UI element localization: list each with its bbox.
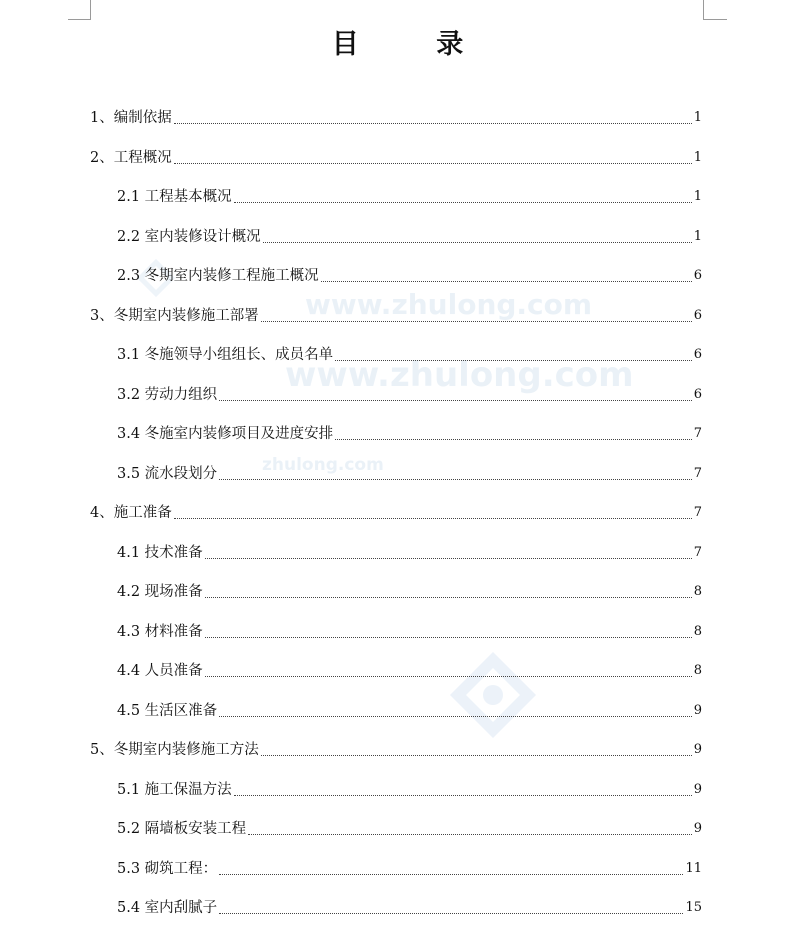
toc-leader-dots [219, 873, 683, 875]
toc-entry[interactable] [117, 859, 702, 879]
toc-entry-page-number: 7 [693, 544, 702, 560]
toc-entry[interactable] [90, 503, 702, 523]
toc-entry[interactable] [90, 148, 702, 168]
toc-entry-label: 2、工程概况 [90, 149, 172, 166]
toc-entry-label: 4.4 人员准备 [117, 663, 203, 679]
toc-entry[interactable] [117, 819, 702, 839]
toc-leader-dots [248, 833, 692, 835]
toc-leader-dots [261, 320, 692, 322]
toc-entry-label: 4.5 生活区准备 [117, 702, 218, 719]
toc-entry-label: 5.2 隔墙板安装工程 [117, 821, 247, 837]
toc-leader-dots [234, 201, 692, 203]
toc-entry-label: 3.4 冬施室内装修项目及进度安排 [117, 426, 334, 442]
toc-entry-page-number: 1 [693, 189, 702, 204]
toc-entry[interactable] [117, 464, 702, 484]
toc-entry[interactable] [117, 582, 702, 602]
toc-entry-page-number: 6 [693, 386, 702, 402]
toc-entry-page-number: 6 [693, 347, 702, 362]
toc-entry-label: 3.1 冬施领导小组组长、成员名单 [117, 347, 334, 363]
crop-mark-top-left-v [90, 0, 91, 20]
toc-leader-dots [335, 438, 692, 440]
toc-leader-dots [205, 596, 692, 598]
toc-entry-label: 5.1 施工保温方法 [117, 781, 232, 798]
crop-mark-top-right-h [703, 19, 727, 20]
toc-entry-label: 3、冬期室内装修施工部署 [90, 307, 259, 324]
toc-leader-dots [335, 359, 692, 361]
toc-entry-label: 2.1 工程基本概况 [117, 189, 232, 205]
crop-mark-top-right-v [703, 0, 704, 20]
toc-leader-dots [321, 280, 692, 282]
toc-entry-label: 1、编制依据 [90, 110, 172, 126]
toc-entry[interactable] [117, 898, 702, 918]
toc-entry[interactable] [117, 266, 702, 286]
page-title: 目 录 [331, 29, 498, 60]
toc-entry[interactable] [117, 780, 702, 800]
toc-entry-label: 2.2 室内装修设计概况 [117, 228, 261, 245]
toc-entry-page-number: 7 [693, 505, 702, 520]
toc-entry-page-number: 6 [693, 307, 702, 323]
toc-entry-label: 4.1 技术准备 [117, 544, 203, 561]
toc-entry-label: 4.2 现场准备 [117, 584, 203, 600]
toc-entry[interactable] [90, 306, 702, 326]
toc-entry[interactable] [117, 701, 702, 721]
toc-entry-page-number: 9 [693, 702, 702, 718]
toc-leader-dots [205, 675, 692, 677]
toc-leader-dots [219, 399, 692, 401]
toc-entry-page-number: 9 [693, 821, 702, 836]
toc-entry-label: 4.3 材料准备 [117, 623, 203, 640]
toc-entry-page-number: 6 [693, 268, 702, 283]
toc-leader-dots [234, 794, 692, 796]
toc-leader-dots [263, 241, 692, 243]
toc-entry-page-number: 1 [693, 110, 702, 125]
toc-entry-label: 5.3 砌筑工程： [117, 860, 218, 877]
toc-entry[interactable] [117, 661, 702, 681]
toc-leader-dots [219, 478, 692, 480]
toc-entry[interactable] [90, 108, 702, 128]
toc-entry-label: 4、施工准备 [90, 505, 172, 521]
toc-entry[interactable] [117, 622, 702, 642]
toc-entry-label: 2.3 冬期室内装修工程施工概况 [117, 268, 319, 284]
toc-leader-dots [174, 517, 692, 519]
toc-leader-dots [261, 754, 692, 756]
toc-entry-label: 3.5 流水段划分 [117, 465, 218, 482]
toc-entry[interactable] [117, 385, 702, 405]
toc-entry-page-number: 8 [693, 623, 702, 639]
toc-entry-page-number: 7 [693, 426, 702, 441]
toc-leader-dots [219, 912, 683, 914]
toc-leader-dots [174, 162, 692, 164]
toc-entry[interactable] [90, 740, 702, 760]
toc-leader-dots [174, 122, 692, 124]
toc-entry-page-number: 1 [693, 149, 702, 165]
toc-entry-page-number: 15 [685, 900, 702, 915]
watermark-text-small: zhulong.com [262, 455, 384, 475]
toc-entry-label: 3.2 劳动力组织 [117, 386, 218, 403]
toc-entry-page-number: 1 [693, 228, 702, 244]
toc-entry-page-number: 9 [693, 781, 702, 797]
toc-entry-page-number: 11 [685, 860, 702, 876]
toc-entry-page-number: 8 [693, 663, 702, 678]
toc-entry[interactable] [117, 345, 702, 365]
toc-entry-label: 5.4 室内刮腻子 [117, 900, 218, 916]
toc-entry[interactable] [117, 543, 702, 563]
toc-entry-page-number: 7 [693, 465, 702, 481]
toc-entry[interactable] [117, 424, 702, 444]
toc-leader-dots [205, 636, 692, 638]
watermark-text: www.zhulong.com [285, 355, 634, 395]
crop-mark-top-left-h [68, 19, 91, 20]
toc-entry-page-number: 8 [693, 584, 702, 599]
toc-entry[interactable] [117, 187, 702, 207]
toc-leader-dots [205, 557, 692, 559]
toc-entry-page-number: 9 [693, 742, 702, 757]
toc-entry[interactable] [117, 227, 702, 247]
toc-leader-dots [219, 715, 692, 717]
watermark-text: www.zhulong.com [305, 288, 593, 321]
toc-entry-label: 5、冬期室内装修施工方法 [90, 742, 259, 758]
